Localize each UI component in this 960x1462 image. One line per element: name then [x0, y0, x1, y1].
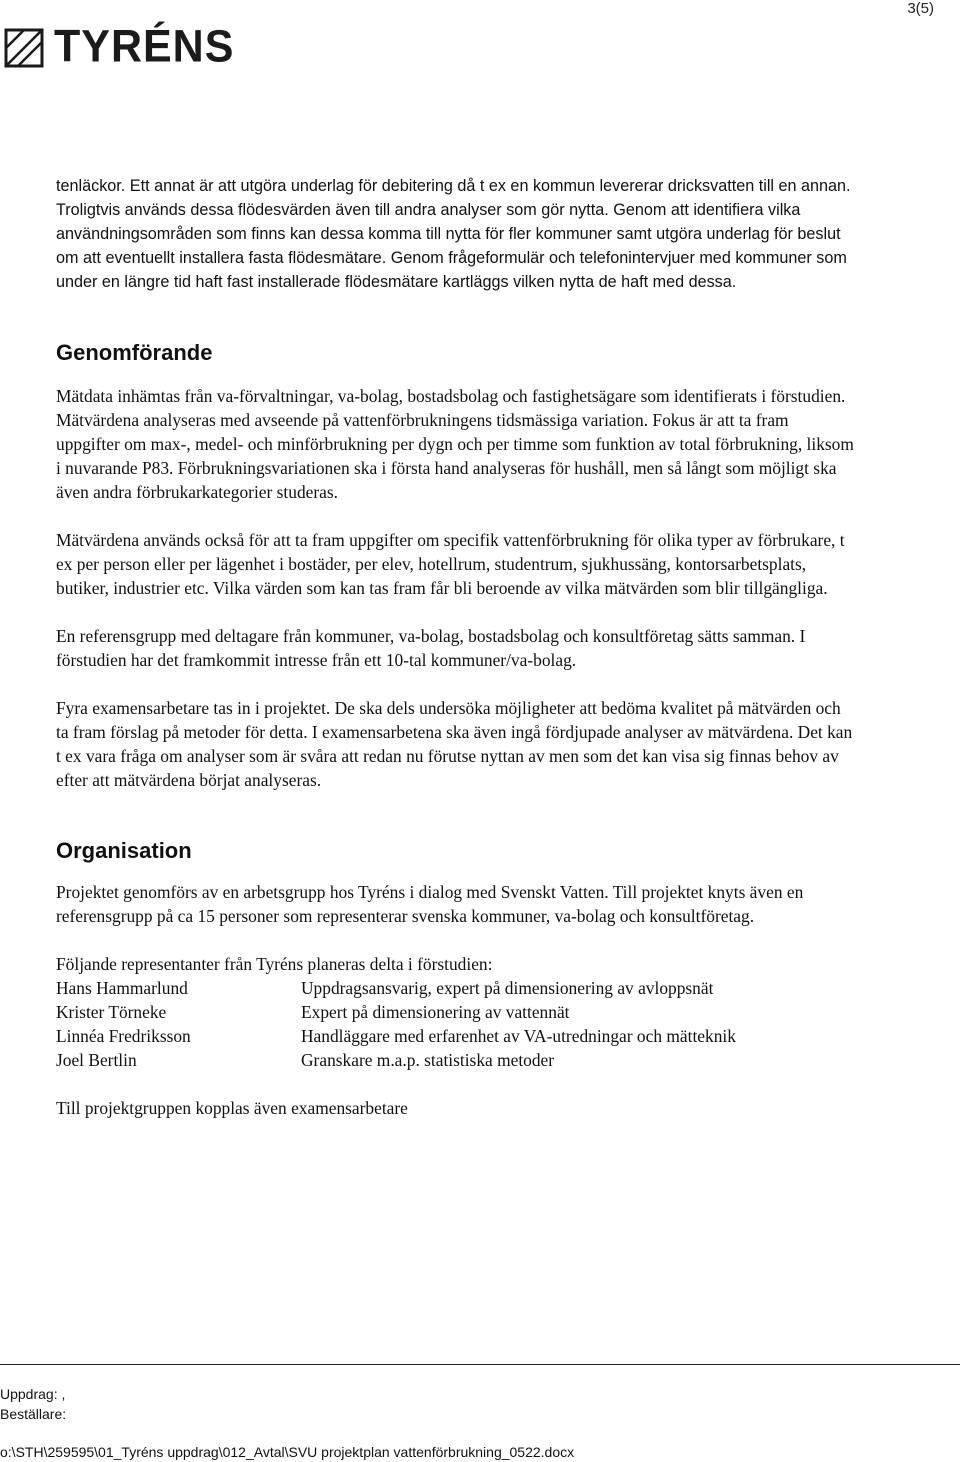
footer-file-path: o:\STH\259595\01_Tyréns uppdrag\012_Avtal\SVU projektplan vattenförbrukning_0522.docx [0, 1444, 575, 1460]
rep-role: Uppdragsansvarig, expert på dimensionering av avloppsnät [301, 978, 714, 998]
rep-role: Handläggare med erfarenhet av VA-utredningar och mätteknik [301, 1026, 736, 1046]
footer [0, 1384, 574, 1462]
rep-role: Granskare m.a.p. statistiska metoder [301, 1050, 555, 1070]
page-number: 3(5) [907, 0, 934, 17]
rep-role: Expert på dimensionering av vattennät [301, 1002, 570, 1022]
representatives-intro: Följande representanter från Tyréns planeras delta i förstudien: [56, 954, 493, 974]
footer-uppdrag: Uppdrag: , [0, 1386, 66, 1402]
section-heading-genomforande: Genomförande [56, 340, 213, 365]
organisation-closing: Till projektgruppen kopplas även examensarbetare [56, 1098, 408, 1118]
tyrens-logo-icon [4, 28, 44, 68]
genomforande-paragraph-4: Fyra examensarbetare tas in i projektet. De ska dels undersöka möjligheter att bedöma kvalitet på mätvärden och ta fram förslag på metoder för detta. I examensarbetena ska även ingå fördjupade analyser av mätvärdena. Det kan t ex vara fråga om analyser som är svåra att redan nu förutse nyttan av men som det kan visa sig finnas behov av efter att mätvärdena börjat analyseras. [56, 698, 853, 790]
rep-name: Linnéa Fredriksson [56, 1026, 191, 1046]
tyrens-logo [4, 21, 235, 73]
intro-paragraph: tenläckor. Ett annat är att utgöra underlag för debitering då t ex en kommun levererar dricksvatten till en annan. Troligtvis används dessa flödesvärden även till andra analyser som gör nytta. Genom att identifiera vilka användningsområden som finns kan dessa komma till nytta för fler kommuner samt utgöra underlag för beslut om att eventuellt installera fasta flödesmätare. Genom frågeformulär och telefonintervjuer med kommuner som under en längre tid haft fast installerade flödesmätare kartläggs vilken nytta de haft med dessa. [56, 177, 851, 291]
genomforande-paragraph-1: Mätdata inhämtas från va-förvaltningar, va-bolag, bostadsbolag och fastighetsägare som identifierats i förstudien. Mätvärdena analyseras med avseende på vattenförbrukningens tidsmässiga variation. Fokus är att ta fram uppgifter om max-, medel- och minförbrukning per dygn och per timme som funktion av total förbrukning, liksom i nuvarande P83. Förbrukningsvariationen ska i första hand analyseras för hushåll, men så långt som möjligt ska även andra förbrukarkategorier studeras. [56, 386, 854, 502]
genomforande-paragraph-2: Mätvärdena används också för att ta fram uppgifter om specifik vattenförbrukning för olika typer av förbrukare, t ex per person eller per lägenhet i bostäder, per elev, hotellrum, studentrum, sjukhussäng, kontorsarbetsplats, butiker, industrier etc. Vilka värden som kan tas fram får bli beroende av vilka mätvärden som blir tillgängliga. [56, 530, 845, 598]
genomforande-paragraph-3: En referensgrupp med deltagare från kommuner, va-bolag, bostadsbolag och konsultföretag sätts samman. I förstudien har det framkommit intresse från ett 10-tal kommuner/va-bolag. [56, 626, 806, 670]
representatives-list [56, 976, 856, 1072]
logo-text: TYRÉNS [54, 21, 235, 73]
rep-name: Hans Hammarlund [56, 978, 188, 998]
rep-name: Joel Bertlin [56, 1050, 137, 1070]
rep-name: Krister Törneke [56, 1002, 167, 1022]
footer-divider [0, 1364, 960, 1365]
organisation-paragraph-1: Projektet genomförs av en arbetsgrupp hos Tyréns i dialog med Svenskt Vatten. Till projektet knyts även en referensgrupp på ca 15 personer som representerar svenska kommuner, va-bolag och konsultföretag. [56, 882, 804, 926]
document-body [56, 174, 856, 1120]
section-heading-organisation: Organisation [56, 838, 192, 863]
footer-bestallare: Beställare: [0, 1406, 67, 1422]
